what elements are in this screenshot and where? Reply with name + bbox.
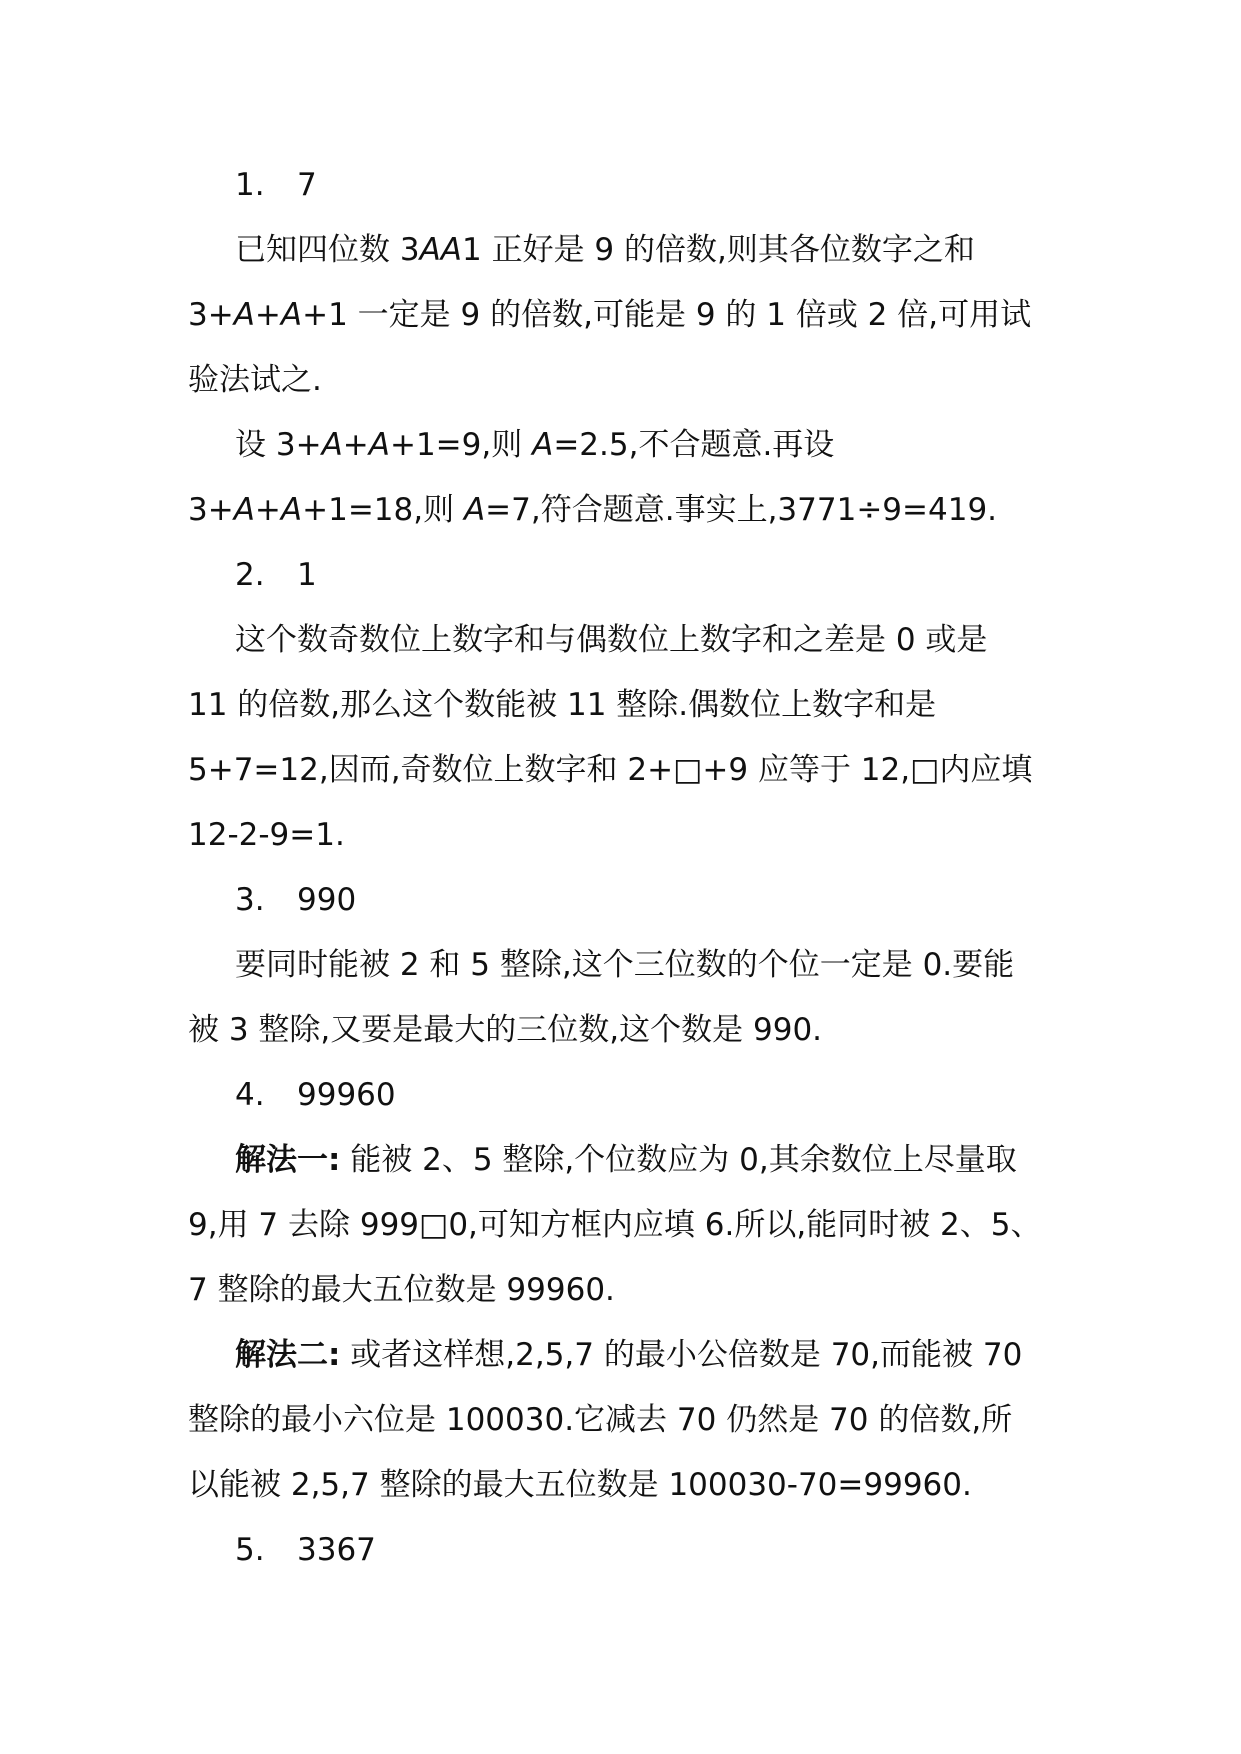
q3-line-2 xyxy=(188,998,1068,1063)
q4-method-2-line-2 xyxy=(188,1388,1068,1453)
q1-variable: A xyxy=(233,297,255,333)
q2-answer: 1 xyxy=(297,557,317,593)
q3-answer: 990 xyxy=(297,882,357,918)
q4-text: 或者这样想,2,5,7 的最小公倍数是 70,而能被 70 xyxy=(340,1337,1023,1373)
q1-variable: AA xyxy=(419,232,462,268)
q1-text: +1=9,则 xyxy=(389,427,533,463)
q4-method-1-line-2 xyxy=(188,1193,1068,1258)
q3-text: 要同时能被 2 和 5 整除,这个三位数的个位一定是 0.要能 xyxy=(235,947,1015,983)
q1-line-1 xyxy=(188,218,1068,283)
answer-content xyxy=(188,153,1068,1583)
q1-text: 验法试之. xyxy=(188,362,322,398)
q1-variable: A xyxy=(233,492,255,528)
method-2-label: 解法二: xyxy=(235,1337,341,1373)
q2-number: 2. xyxy=(235,557,265,593)
q1-line-5 xyxy=(188,478,1068,543)
q3-heading xyxy=(188,868,1068,933)
q1-text: + xyxy=(254,297,281,333)
q1-line-3 xyxy=(188,348,1068,413)
q3-text: 被 3 整除,又要是最大的三位数,这个数是 990. xyxy=(188,1012,823,1048)
q1-variable: A xyxy=(368,427,390,463)
q1-text: =7,符合题意.事实上,3771÷9=419. xyxy=(485,492,998,528)
q1-line-2 xyxy=(188,283,1068,348)
method-1-label: 解法一: xyxy=(235,1142,341,1178)
q1-variable: A xyxy=(463,492,486,528)
q1-answer: 7 xyxy=(297,167,317,203)
q4-text: 9,用 7 去除 999□0,可知方框内应填 6.所以,能同时被 2、5、 xyxy=(188,1207,1042,1243)
q4-method-1-line-3 xyxy=(188,1258,1068,1323)
q1-text: 1 正好是 9 的倍数,则其各位数字之和 xyxy=(462,232,975,268)
q3-line-1 xyxy=(188,933,1068,998)
q4-text: 能被 2、5 整除,个位数应为 0,其余数位上尽量取 xyxy=(340,1142,1017,1178)
q4-text: 7 整除的最大五位数是 99960. xyxy=(188,1272,615,1308)
q4-text: 整除的最小六位是 100030.它减去 70 仍然是 70 的倍数,所 xyxy=(188,1402,1013,1438)
q2-line-1 xyxy=(188,608,1068,673)
q1-text: 3+ xyxy=(188,492,234,528)
q1-text: 设 3+ xyxy=(235,427,322,463)
q4-heading xyxy=(188,1063,1068,1128)
q1-heading xyxy=(188,153,1068,218)
q1-text: 已知四位数 3 xyxy=(235,232,420,268)
q1-text: + xyxy=(254,492,281,528)
q2-text: 这个数奇数位上数字和与偶数位上数字和之差是 0 或是 xyxy=(235,622,988,658)
q1-text: + xyxy=(342,427,369,463)
q4-method-1-line-1 xyxy=(188,1128,1068,1193)
q4-answer: 99960 xyxy=(297,1077,396,1113)
q4-number: 4. xyxy=(235,1077,265,1113)
q2-line-2 xyxy=(188,673,1068,738)
q2-heading xyxy=(188,543,1068,608)
q5-answer: 3367 xyxy=(297,1532,376,1568)
q1-variable: A xyxy=(280,492,303,528)
q1-variable: A xyxy=(280,297,303,333)
q2-line-3 xyxy=(188,738,1068,803)
q1-variable: A xyxy=(321,427,343,463)
q1-variable: A xyxy=(532,427,554,463)
q1-text: =2.5,不合题意.再设 xyxy=(553,427,835,463)
q2-text: 5+7=12,因而,奇数位上数字和 2+□+9 应等于 12,□内应填 xyxy=(188,752,1033,788)
q4-method-2-line-1 xyxy=(188,1323,1068,1388)
q2-line-4 xyxy=(188,803,1068,868)
q2-text: 11 的倍数,那么这个数能被 11 整除.偶数位上数字和是 xyxy=(188,687,937,723)
q1-text: +1 一定是 9 的倍数,可能是 9 的 1 倍或 2 倍,可用试 xyxy=(302,297,1032,333)
q1-number: 1. xyxy=(235,167,265,203)
q4-method-2-line-3 xyxy=(188,1453,1068,1518)
q1-text: +1=18,则 xyxy=(302,492,464,528)
q1-text: 3+ xyxy=(188,297,234,333)
q4-text: 以能被 2,5,7 整除的最大五位数是 100030-70=99960. xyxy=(188,1467,972,1503)
q1-line-4 xyxy=(188,413,1068,478)
q5-heading xyxy=(188,1518,1068,1583)
q2-text: 12-2-9=1. xyxy=(188,817,345,853)
q3-number: 3. xyxy=(235,882,265,918)
q5-number: 5. xyxy=(235,1532,265,1568)
